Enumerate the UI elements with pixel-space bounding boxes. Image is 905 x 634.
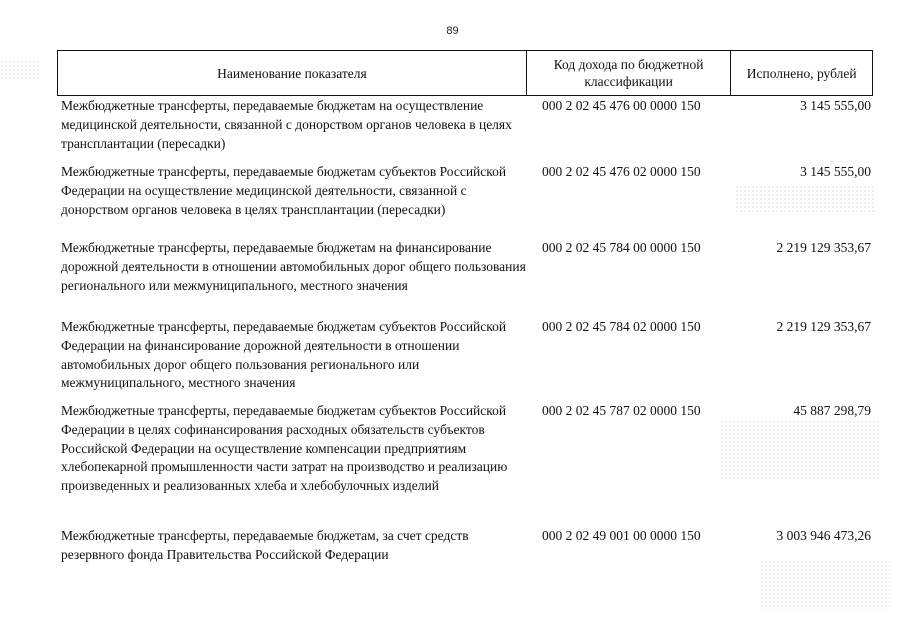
- row-name: Межбюджетные трансферты, передаваемые бюджетам субъектов Российской Федерации на финансирование дорожной деятельности в отношении автомобильных дорог общего пользования регионального или межмуниципального, местного значения: [61, 319, 507, 391]
- row-code: 000 2 02 45 784 00 0000 150: [542, 240, 701, 255]
- page-number: 89: [446, 25, 459, 37]
- scan-noise: [760, 560, 890, 610]
- row-code: 000 2 02 45 787 02 0000 150: [542, 403, 701, 418]
- row-amount: 2 219 129 353,67: [776, 319, 871, 334]
- scan-noise: [735, 185, 875, 215]
- header-name: Наименование показателя: [58, 51, 527, 95]
- row-amount: 2 219 129 353,67: [776, 240, 871, 255]
- header-code: Код дохода по бюджетной классификации: [527, 51, 732, 95]
- scan-noise: [720, 420, 880, 480]
- row-code: 000 2 02 45 784 02 0000 150: [542, 319, 701, 334]
- row-amount: 3 003 946 473,26: [776, 528, 871, 543]
- row-code: 000 2 02 49 001 00 0000 150: [542, 528, 701, 543]
- header-amount: Исполнено, рублей: [746, 65, 857, 81]
- row-name: Межбюджетные трансферты, передаваемые бюджетам, за счет средств резервного фонда Правительства Российской Федерации: [61, 528, 469, 562]
- row-name: Межбюджетные трансферты, передаваемые бюджетам субъектов Российской Федерации в целях софинансирования расходных обязательств субъектов Российской Федерации на осуществление компенсации предприятиям хлебопекарной промышленности части затрат на производство и реализацию произведенных и реализованных хлеба и хлебобулочных изделий: [61, 403, 508, 494]
- scan-noise: [0, 60, 40, 80]
- table-header: [57, 50, 873, 96]
- row-name: Межбюджетные трансферты, передаваемые бюджетам на финансирование дорожной деятельности в отношении автомобильных дорог общего пользования регионального или межмуниципального, местного значения: [61, 240, 526, 293]
- row-amount: 3 145 555,00: [800, 164, 871, 179]
- row-amount: 3 145 555,00: [800, 98, 871, 113]
- row-name: Межбюджетные трансферты, передаваемые бюджетам субъектов Российской Федерации на осуществление медицинской деятельности, связанной с донорством органов человека в целях трансплантации (пересадки): [61, 164, 507, 217]
- row-code: 000 2 02 45 476 00 0000 150: [542, 98, 701, 113]
- row-code: 000 2 02 45 476 02 0000 150: [542, 164, 701, 179]
- row-name: Межбюджетные трансферты, передаваемые бюджетам на осуществление медицинской деятельности, связанной с донорством органов человека в целях трансплантации (пересадки): [61, 98, 512, 151]
- row-amount: 45 887 298,79: [793, 403, 871, 418]
